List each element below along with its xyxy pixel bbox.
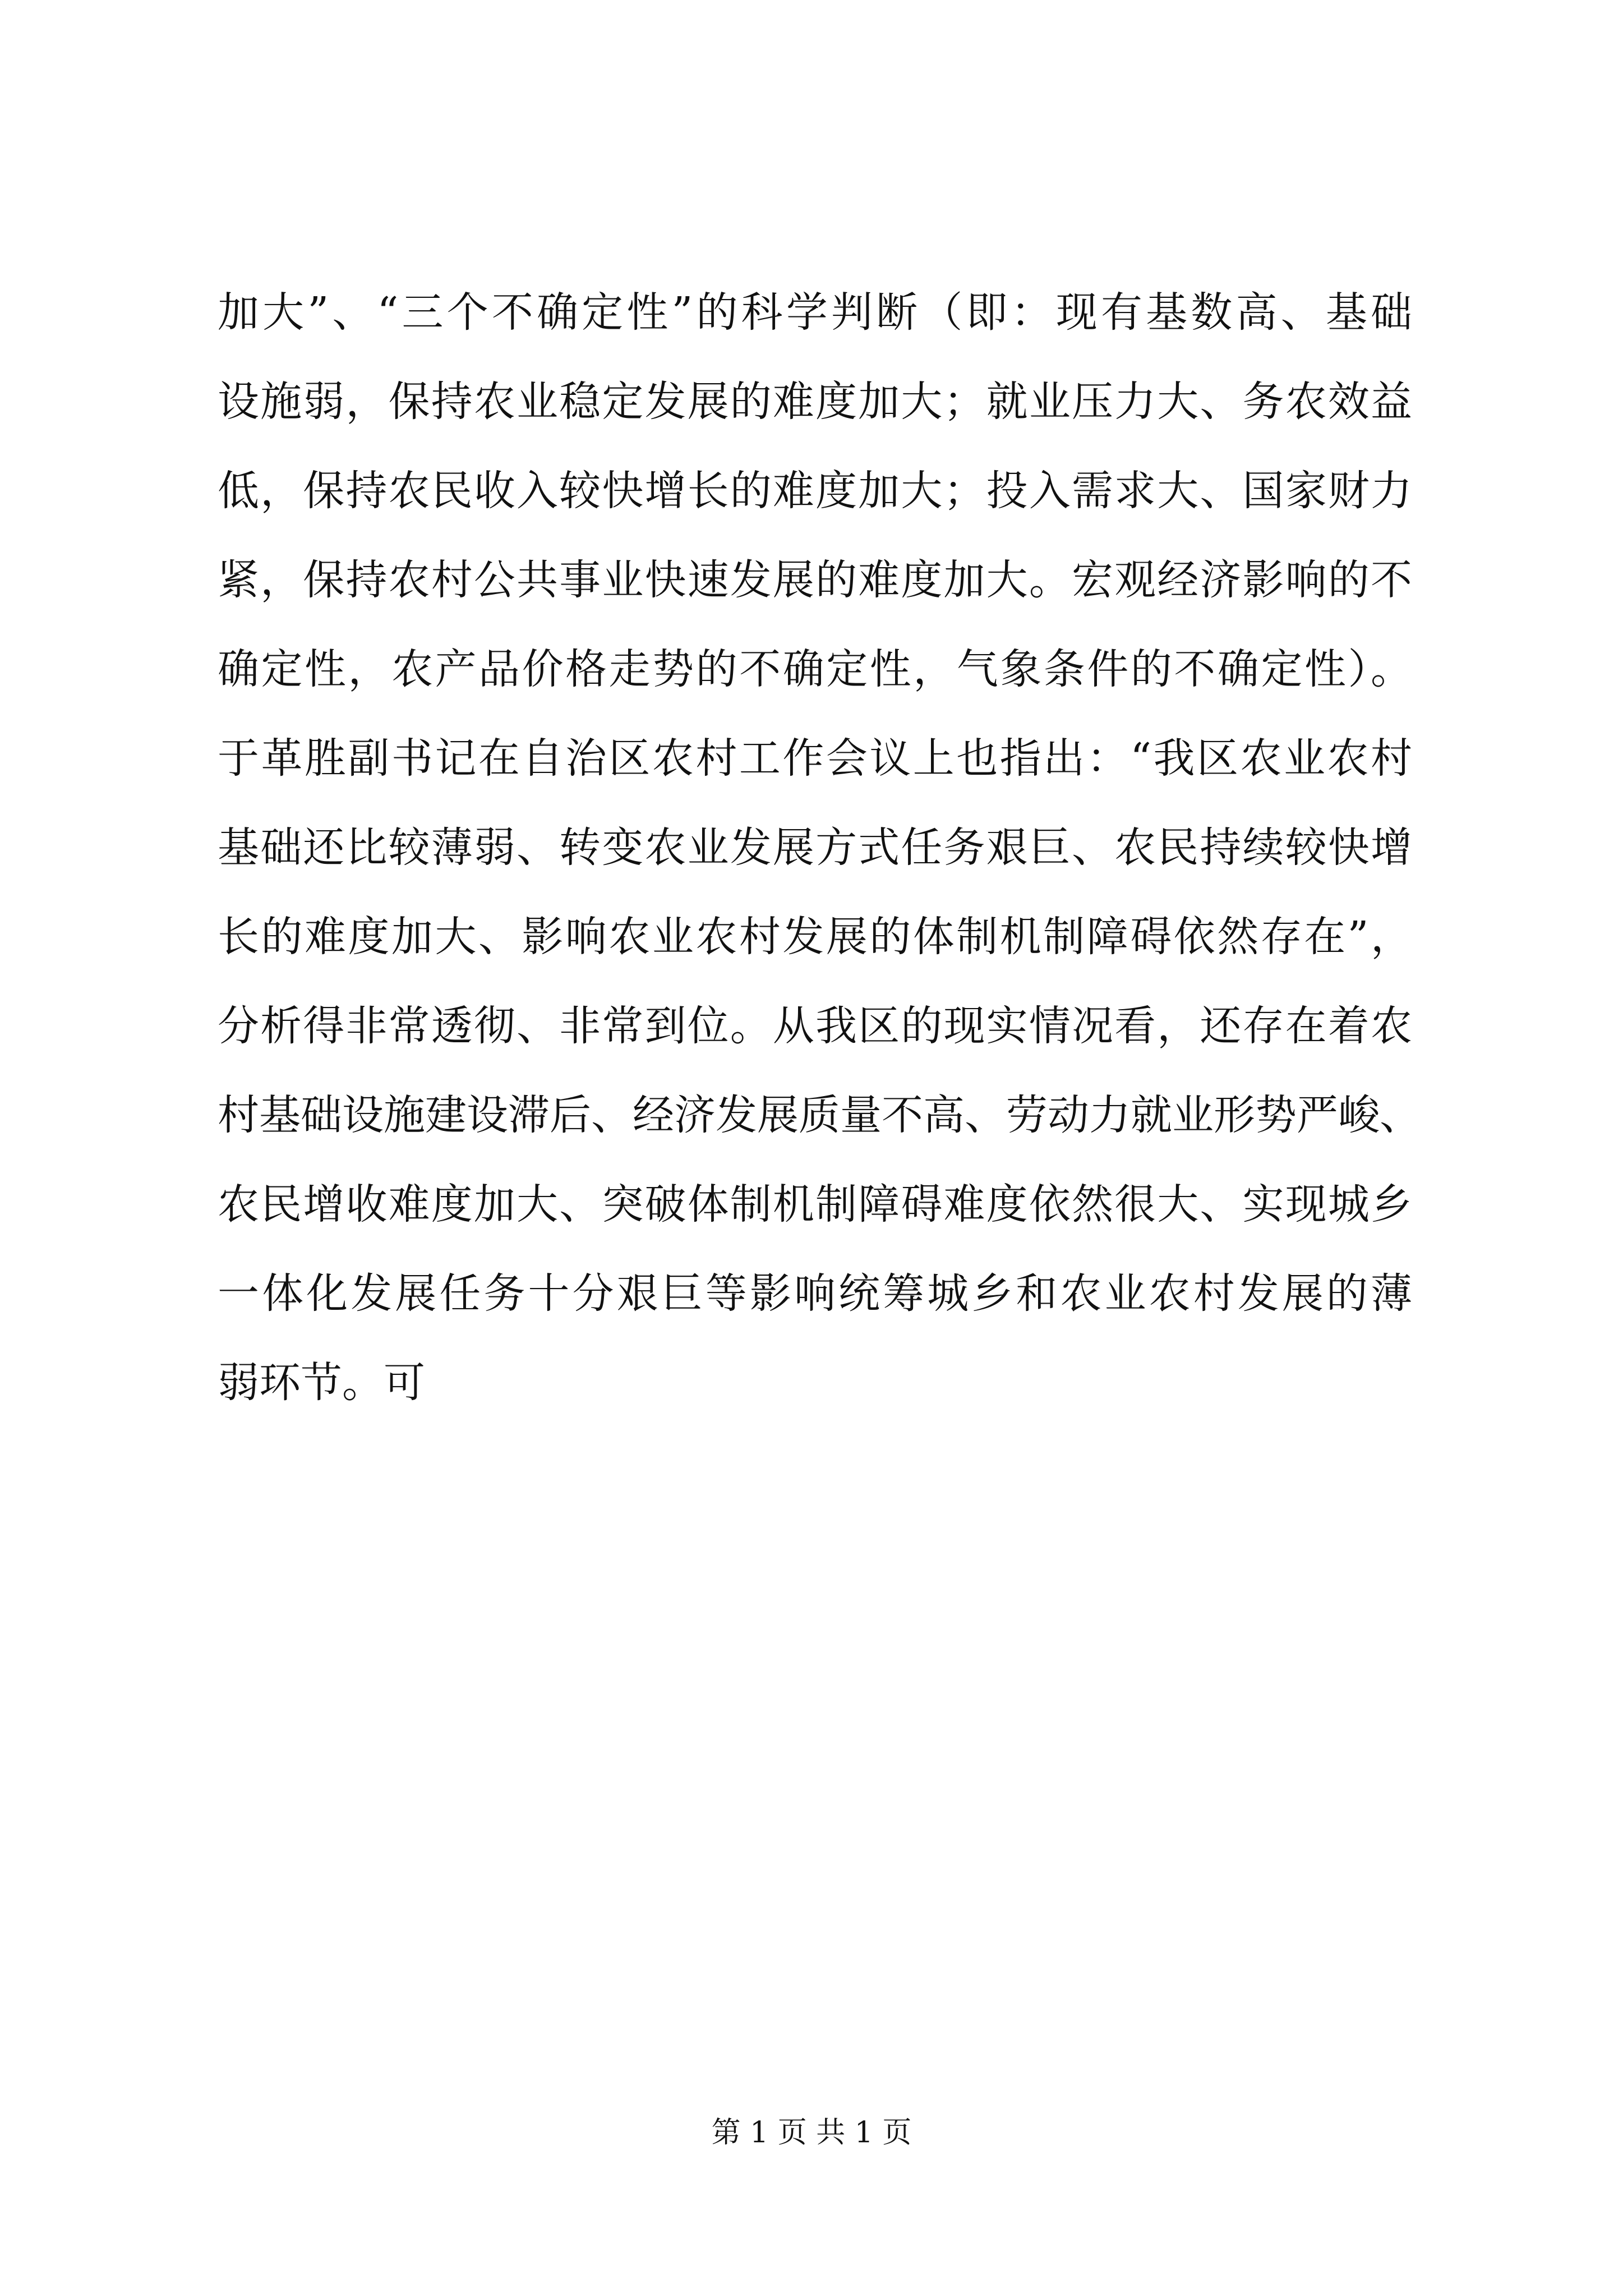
text-line: 低，保持农民收入较快增长的难度加大；投入需求大、国家财力 [218,467,1412,515]
body-paragraph [218,268,1421,1428]
text-line: 设施弱，保持农业稳定发展的难度加大；就业压力大、务农效益 [218,378,1412,426]
text-line: 弱环节。可 [218,1359,425,1407]
text-line: 于革胜副书记在自治区农村工作会议上也指出：“我区农业农村 [218,734,1412,783]
text-line: 一体化发展任务十分艰巨等影响统筹城乡和农业农村发展的薄 [218,1269,1412,1318]
text-line: 分析得非常透彻、非常到位。从我区的现实情况看，还存在着农 [218,1002,1412,1050]
text-line: 加大”、“三个不确定性”的科学判断（即：现有基数高、基础 [218,288,1412,337]
text-line: 村基础设施建设滞后、经济发展质量不高、劳动力就业形势严峻、 [218,1091,1421,1139]
text-line: 确定性，农产品价格走势的不确定性，气象条件的不确定性）。 [218,645,1412,693]
text-line: 基础还比较薄弱、转变农业发展方式任务艰巨、农民持续较快增 [218,823,1412,872]
text-line: 紧，保持农村公共事业快速发展的难度加大。宏观经济影响的不 [218,556,1412,604]
text-line: 长的难度加大、影响农业农村发展的体制机制障碍依然存在”， [218,913,1412,961]
page-number-footer: 第 1 页 共 1 页 [711,2116,912,2150]
text-line: 农民增收难度加大、突破体制机制障碍难度依然很大、实现城乡 [218,1180,1412,1228]
